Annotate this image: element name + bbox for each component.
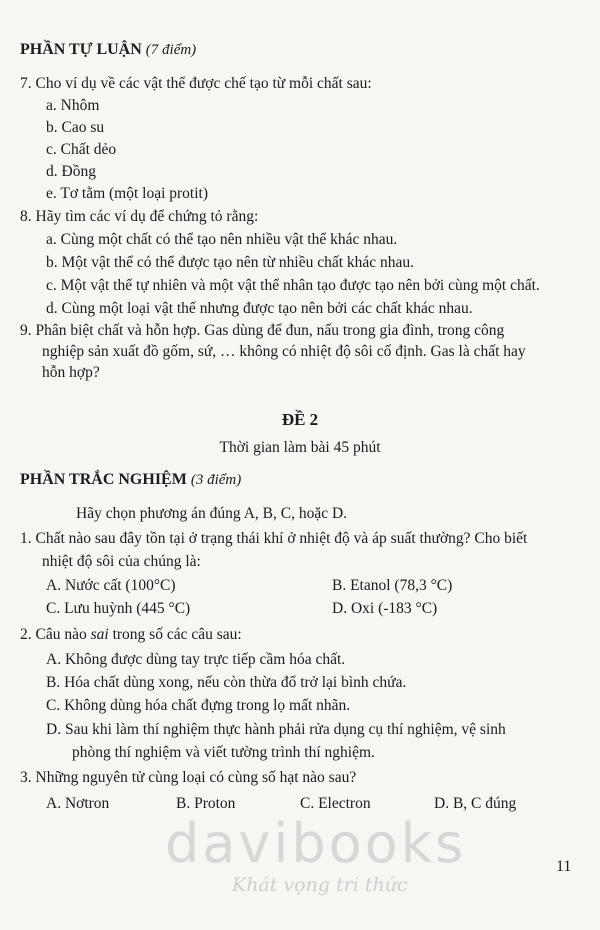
q7-item-c: c. Chất dẻo [46, 141, 117, 158]
q3-option-d: D. B, C đúng [434, 795, 517, 812]
q2-stem-post: trong số các câu sau: [108, 626, 242, 643]
q8-item-a: a. Cùng một chất có thể tạo nên nhiều vật thể khác nhau. [46, 231, 398, 248]
exam-title: ĐỀ 2 [281, 410, 319, 429]
question-8-stem: 8. Hãy tìm các ví dụ để chứng tỏ rằng: [20, 208, 259, 225]
section-title: PHẦN TRẮC NGHIỆM [20, 471, 187, 488]
q1-option-d: D. Oxi (-183 °C) [332, 600, 438, 617]
instruction: Hãy chọn phương án đúng A, B, C, hoặc D. [76, 505, 348, 522]
q7-item-d: d. Đồng [46, 163, 96, 180]
question-2-stem [20, 625, 242, 645]
question-3-stem: 3. Những nguyên tử cùng loại có cùng số hạt nào sau? [20, 769, 357, 786]
q7-item-e: e. Tơ tằm (một loại protit) [46, 185, 209, 202]
q3-option-c: C. Electron [300, 795, 371, 812]
q2-option-d-continued: phòng thí nghiệm và viết tường trình thí nghiệm. [72, 744, 375, 761]
question-9-line-2: nghiệp sản xuất đồ gốm, sứ, … không có nhiệt độ sôi cố định. Gas là chất hay [42, 343, 526, 360]
exam-time: Thời gian làm bài 45 phút [219, 439, 381, 456]
q8-item-b: b. Một vật thể có thể được tạo nên từ nhiều chất khác nhau. [46, 254, 415, 271]
q2-option-d: D. Sau khi làm thí nghiệm thực hành phải rửa dụng cụ thí nghiệm, vệ sinh [46, 721, 506, 738]
q8-item-c: c. Một vật thể tự nhiên và một vật thể nhân tạo được tạo nên bởi cùng một chất. [46, 277, 540, 294]
q2-option-a: A. Không được dùng tay trực tiếp cầm hóa chất. [46, 651, 346, 668]
question-9-line-1: 9. Phân biệt chất và hỗn hợp. Gas dùng để đun, nấu trong gia đình, trong công [20, 322, 505, 339]
question-1-line-1: 1. Chất nào sau đây tồn tại ở trạng thái khí ở nhiệt độ và áp suất thường? Cho biết [20, 530, 528, 547]
question-7-stem: 7. Cho ví dụ về các vật thể được chế tạo từ mỗi chất sau: [20, 75, 372, 92]
q7-item-a: a. Nhôm [46, 97, 100, 114]
section-points: (7 điểm) [145, 42, 197, 58]
q8-item-d: d. Cùng một loại vật thể nhưng được tạo nên bởi các chất khác nhau. [46, 300, 473, 317]
q2-stem-pre: 2. Câu nào [20, 626, 91, 643]
watermark-slogan: Khát vọng tri thức [232, 874, 408, 896]
q7-item-b: b. Cao su [46, 119, 105, 136]
page-number: 11 [556, 858, 572, 875]
q1-option-b: B. Etanol (78,3 °C) [332, 577, 453, 594]
section-title: PHẦN TỰ LUẬN [20, 41, 142, 58]
q3-option-b: B. Proton [176, 795, 236, 812]
q1-option-c: C. Lưu huỳnh (445 °C) [46, 600, 191, 617]
question-1-line-2: nhiệt độ sôi của chúng là: [42, 553, 201, 570]
section-heading-multiple-choice [20, 470, 241, 490]
question-9-line-3: hỗn hợp? [42, 364, 100, 381]
q2-stem-emphasis: sai [90, 626, 109, 643]
watermark-logo: davibooks [165, 812, 467, 875]
q2-option-b: B. Hóa chất dùng xong, nếu còn thừa đổ trở lại bình chứa. [46, 674, 407, 691]
section-points: (3 điểm) [190, 472, 242, 488]
section-heading-essay [20, 40, 196, 60]
q1-option-a: A. Nước cất (100°C) [46, 577, 176, 594]
q3-option-a: A. Nơtron [46, 795, 110, 812]
q2-option-c: C. Không dùng hóa chất đựng trong lọ mất nhãn. [46, 697, 351, 714]
